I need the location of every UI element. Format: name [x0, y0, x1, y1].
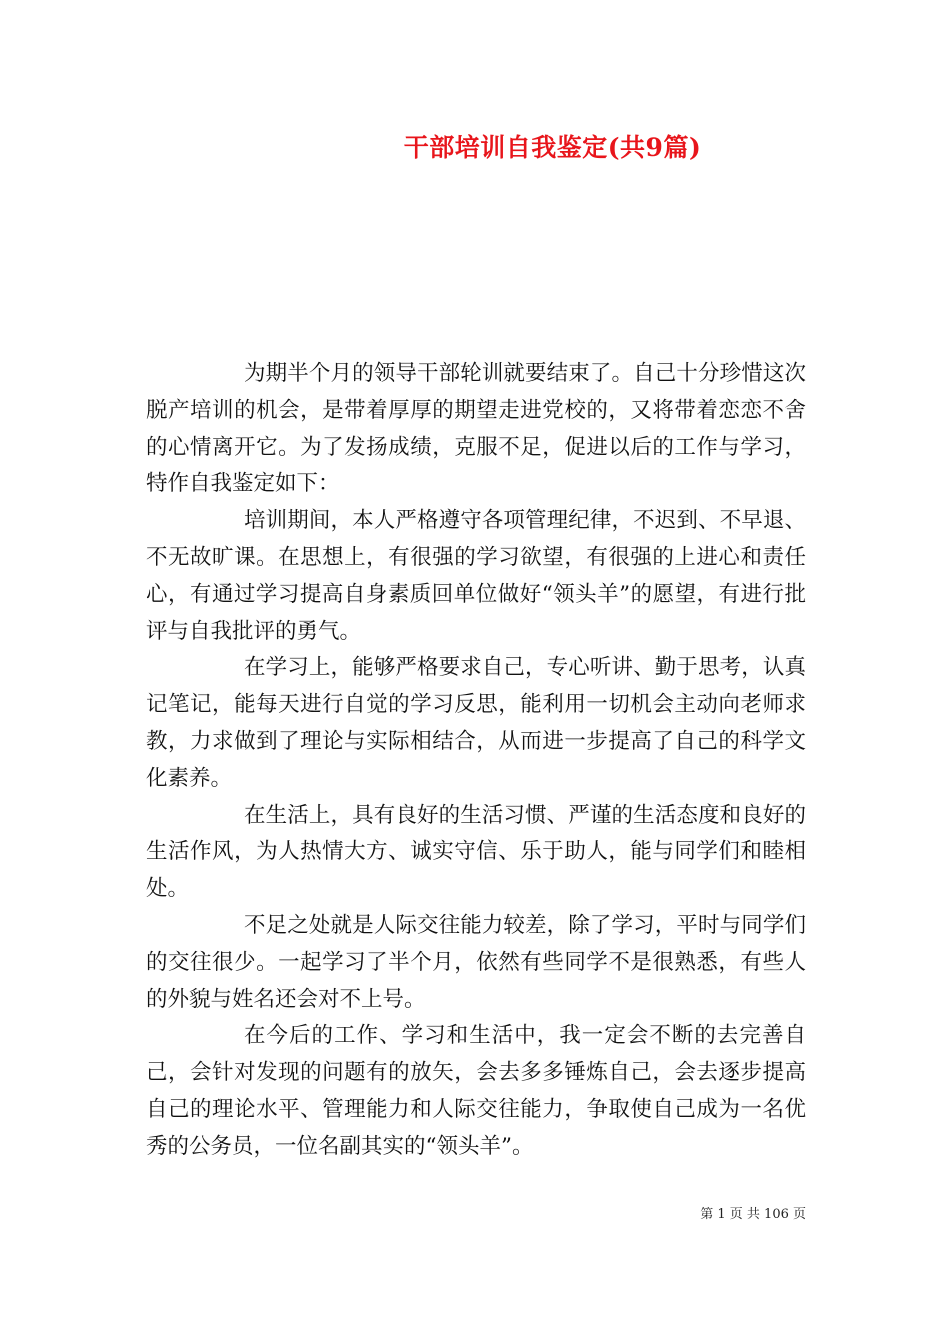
paragraph-1: 为期半个月的领导干部轮训就要结束了。自己十分珍惜这次脱产培训的机会，是带着厚厚的期望走进党校的，又将带着恋恋不舍的心情离开它。为了发扬成绩，克服不足，促进以后的工作与学习，特作自我鉴定如下：: [146, 361, 806, 497]
paragraph-2: 培训期间，本人严格遵守各项管理纪律，不迟到、不早退、不无故旷课。在思想上，有很强的学习欲望，有很强的上进心和责任心，有通过学习提高自身素质回单位做好“领头羊”的愿望，有进行批评与自我批评的勇气。: [146, 508, 806, 644]
paragraph-3: 在学习上，能够严格要求自己，专心听讲、勤于思考，认真记笔记，能每天进行自觉的学习反思，能利用一切机会主动向老师求教，力求做到了理论与实际相结合，从而进一步提高了自己的科学文化素养。: [146, 655, 806, 791]
page-number-footer: 第 1 页 共 106 页: [700, 1207, 806, 1222]
paragraph-5: 不足之处就是人际交往能力较差，除了学习，平时与同学们的交往很少。一起学习了半个月，依然有些同学不是很熟悉，有些人的外貌与姓名还会对不上号。: [146, 912, 806, 1012]
paragraph-4: 在生活上，具有良好的生活习惯、严谨的生活态度和良好的生活作风，为人热情大方、诚实守信、乐于助人，能与同学们和睦相处。: [146, 802, 806, 902]
document-body: [146, 356, 806, 1166]
document-title: 干部培训自我鉴定(共9篇): [403, 133, 702, 162]
paragraph-6: 在今后的工作、学习和生活中，我一定会不断的去完善自己，会针对发现的问题有的放矢，会去多多锤炼自己，会去逐步提高自己的理论水平、管理能力和人际交往能力，争取使自己成为一名优秀的公务员，一位名副其实的“领头羊”。: [146, 1023, 806, 1159]
